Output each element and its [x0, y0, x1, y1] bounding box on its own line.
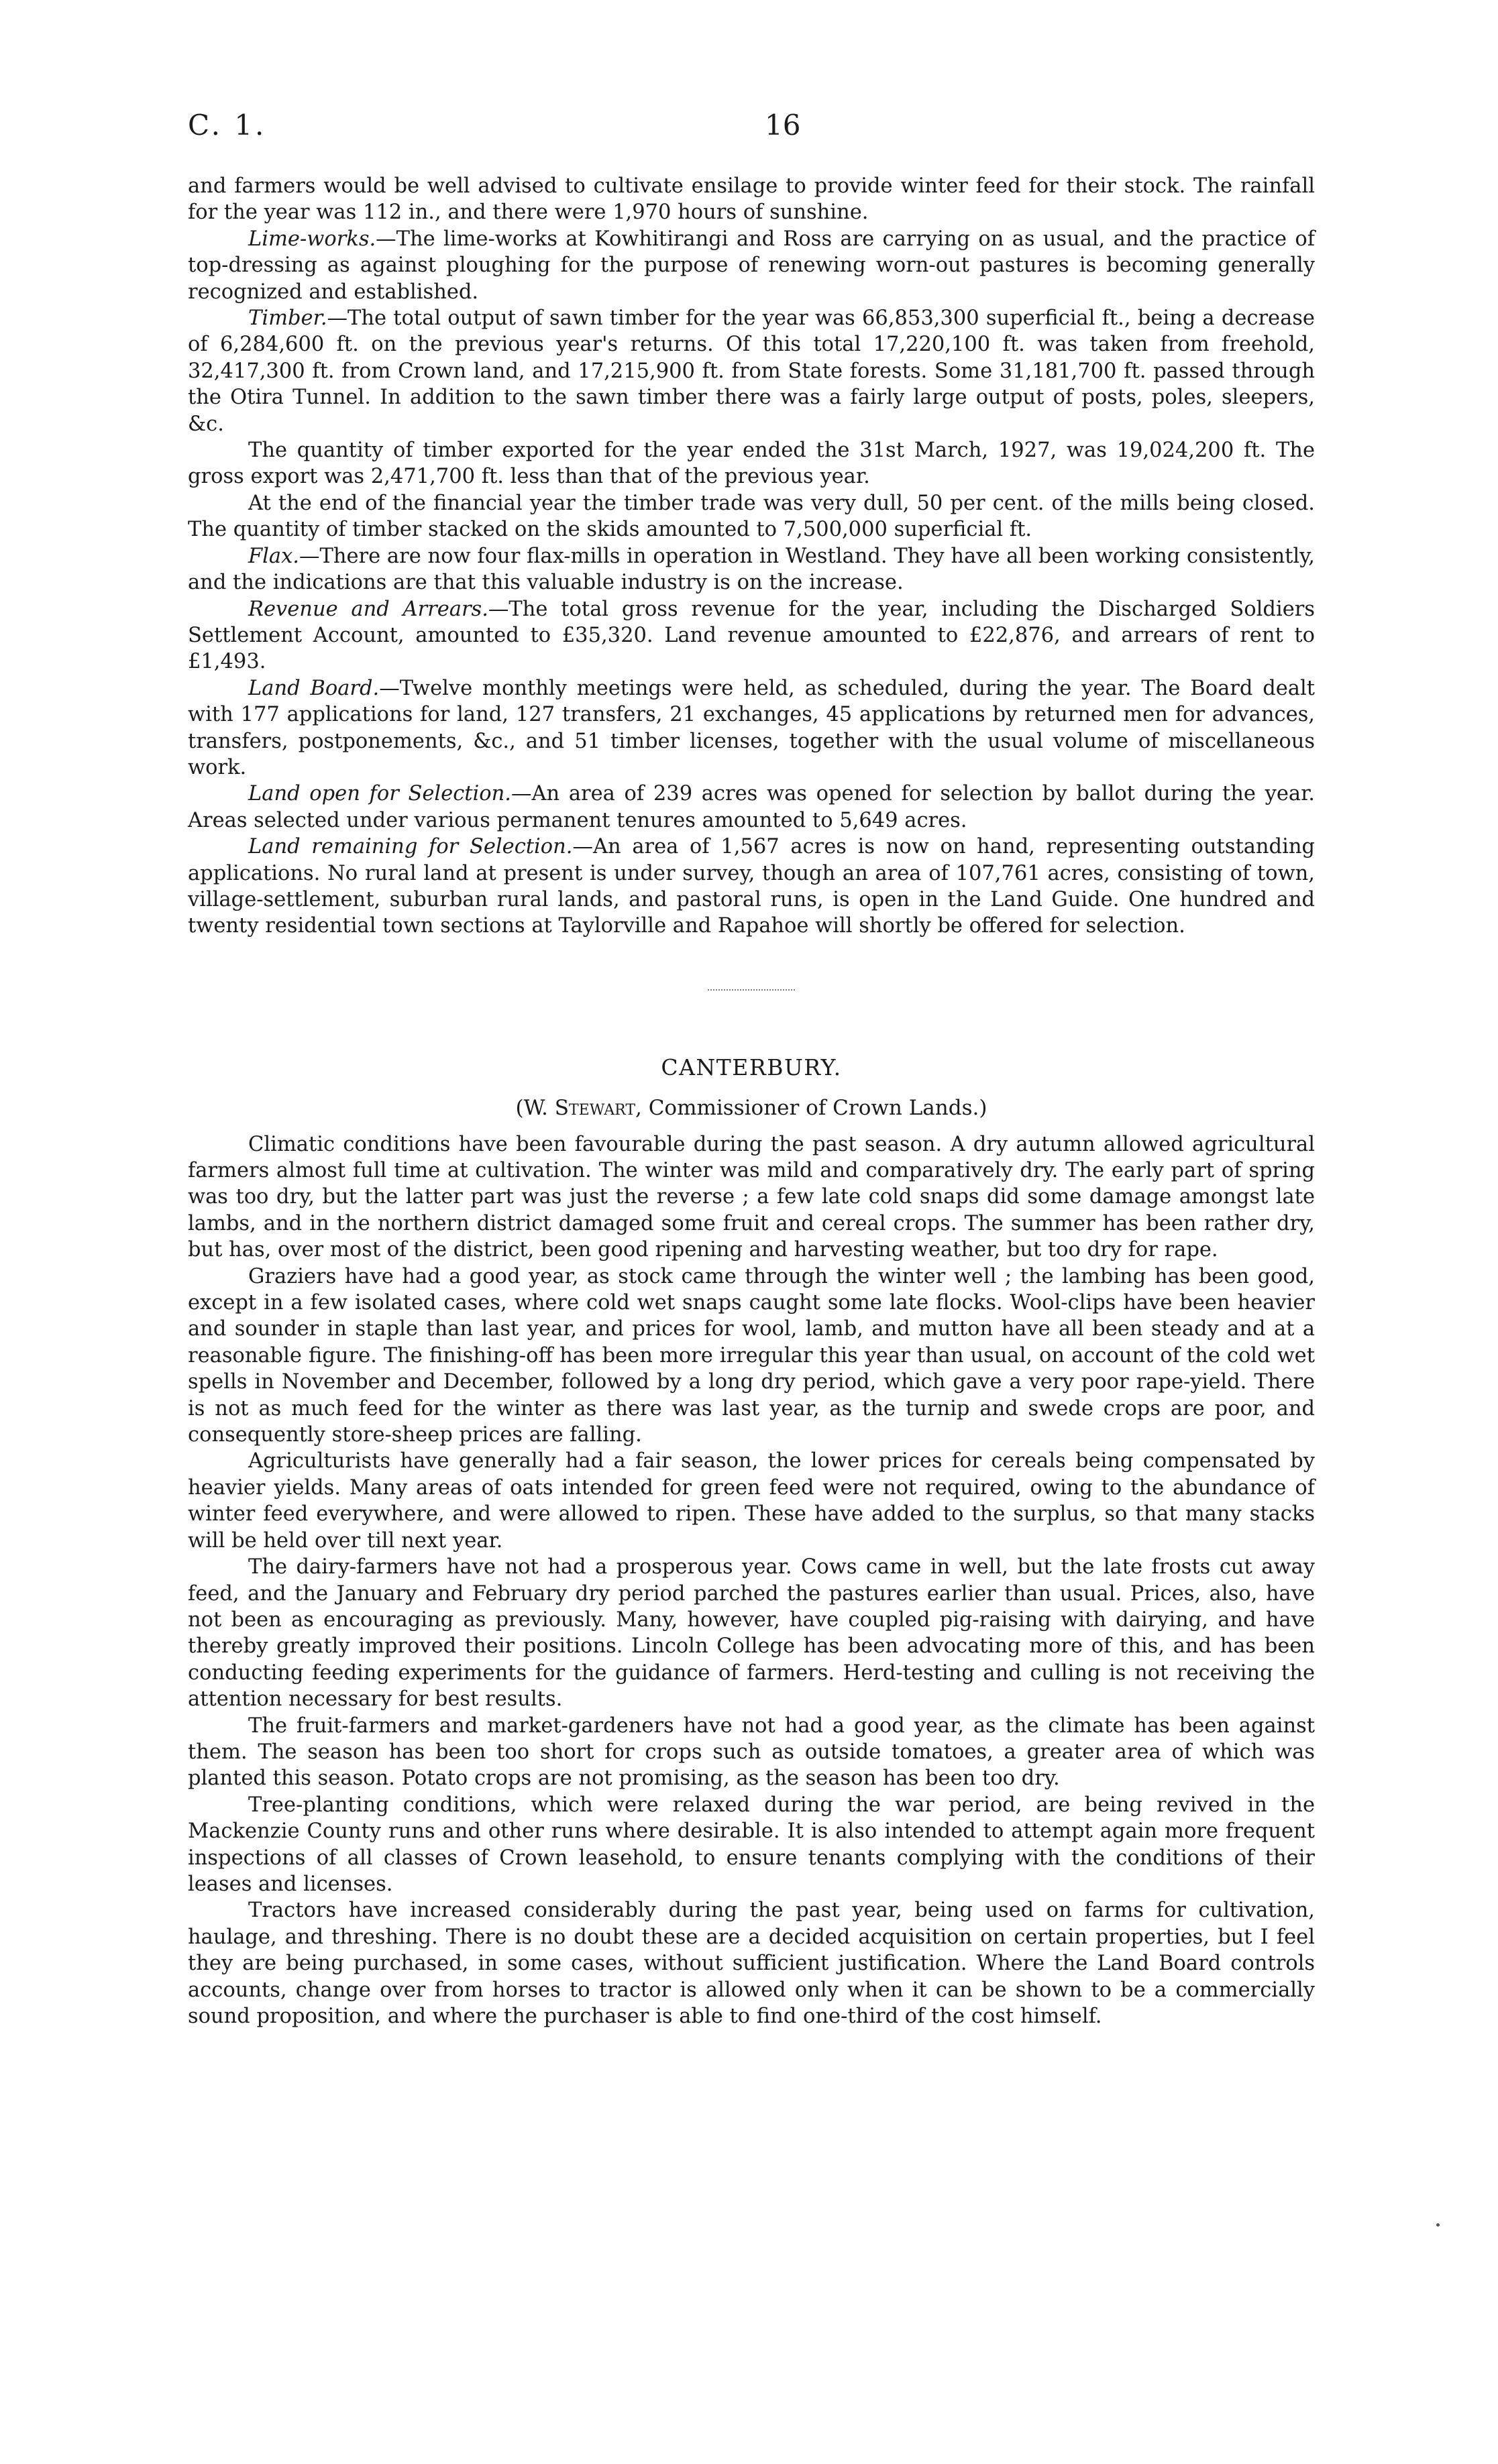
byline-rest: , Commissioner of Crown Lands.): [635, 1096, 987, 1121]
page-number: 16: [765, 109, 801, 142]
section-heading-canterbury: CANTERBURY.: [661, 1054, 842, 1080]
westland-opening-paragraph: and farmers would be well advised to cultivate ensilage to provide winter feed for their stock. The rainfall for the year was 112 in., and there were 1,970 hours of sunshine.: [188, 174, 1315, 225]
paragraph-text: —An area of 1,567 acres is now on hand, representing outstanding applications. No rural land at present is under survey, though an area of 107,761 acres, consisting of town, village-settlement, suburban rural lands, and pastoral runs, is open in the Land Guide. One hundred and twenty residential town sections at Taylorville and Rapahoe will shortly be offered for selection.: [188, 835, 1315, 938]
paragraph-text: —There are now four flax-mills in operation in Westland. They have all been working consistently, and the indications are that this valuable industry is on the increase.: [188, 544, 1315, 595]
paragraph-land-open: [188, 781, 1315, 834]
byline-open: (W.: [515, 1096, 555, 1121]
paragraph-timber-trade: [188, 490, 1315, 543]
paragraph-lead: Land remaining for Selection.: [248, 835, 573, 859]
paragraph-flax: [188, 543, 1315, 596]
paragraph-dairy-farmers: The dairy-farmers have not had a prosperous year. Cows came in well, but the late frosts cut away feed, and the January and February dry period parched the pastures earlier than usual. Prices, also, have not been as encouraging as previously. Many, however, have coupled pig-raising with dairying, and have thereby greatly improved their positions. Lincoln College has been advocating more of this, and has been conducting feeding experiments for the guidance of farmers. Herd-testing and culling is not receiving the attention necessary for best results.: [188, 1555, 1315, 1712]
paragraph-text: —Twelve monthly meetings were held, as scheduled, during the year. The Board dealt with 177 applications for land, 127 transfers, 21 exchanges, 45 applications by returned men for advances, transfers, postponements, &c., and 51 timber licenses, together with the usual volume of miscellaneous work.: [188, 676, 1315, 779]
paragraph-agriculturists: Agriculturists have generally had a fair season, the lower prices for cereals being compensated by heavier yields. Many areas of oats intended for green feed were not required, owing to the abundance of winter feed everywhere, and were allowed to ripen. These have added to the surplus, so that many stacks will be held over till next year.: [188, 1449, 1315, 1553]
paragraph-graziers: Graziers have had a good year, as stock came through the winter well ; the lambing has been good, except in a few isolated cases, where cold wet snaps caught some late flocks. Wool-clips have been heavier and sounder in staple than last year, and prices for wool, lamb, and mutton have all been steady and at a reasonable figure. The finishing-off has been more irregular this year than usual, on account of the cold wet spells in November and December, followed by a long dry period, which gave a very poor rape-yield. There is not as much feed for the winter as there was last year, as the turnip and swede crops are poor, and consequently store-sheep prices are falling.: [188, 1264, 1315, 1447]
paragraph-text: The quantity of timber exported for the year ended the 31st March, 1927, was 19,024,200 ft. The gross export was 2,471,700 ft. less than that of the previous year.: [188, 439, 1315, 489]
paragraph-fruit-farmers: The fruit-farmers and market-gardeners have not had a good year, as the climate has been against them. The season has been too short for crops such as outside tomatoes, a greater area of which was planted this season. Potato crops are not promising, as the season has been too dry.: [188, 1714, 1315, 1791]
paragraph-text: —The lime-works at Kowhitirangi and Ross are carrying on as usual, and the practice of top-dressing as against ploughing for the purpose of renewing worn-out pastures is becoming generally recognized and established.: [188, 227, 1315, 304]
paragraph-tree-planting: Tree-planting conditions, which were relaxed during the war period, are being revived in the Mackenzie County runs and other runs where desirable. It is also intended to attempt again more frequent inspections of all classes of Crown leasehold, to ensure tenants complying with the conditions of their leases and licenses.: [188, 1793, 1315, 1896]
paragraph-tractors: Tractors have increased considerably during the past year, being used on farms for cultivation, haulage, and threshing. There is no doubt these are a decided acquisition on certain properties, but I feel they are being purchased, in some cases, without sufficient justification. Where the Land Board controls accounts, change over from horses to tractor is allowed only when it can be shown to be a commercially sound proposition, and where the purchaser is able to find one-third of the cost himself.: [188, 1899, 1315, 2028]
paragraph-lead: Revenue and Arrears.: [248, 597, 488, 621]
section-divider: [708, 989, 795, 991]
paragraph-climatic-conditions: Climatic conditions have been favourable during the past season. A dry autumn allowed agricultural farmers almost full time at cultivation. The winter was mild and comparatively dry. The early part of spring was too dry, but the latter part was just the reverse ; a few late cold snaps did some damage amongst late lambs, and in the northern district damaged some fruit and cereal crops. The summer has been rather dry, but has, over most of the district, been good ripening and harvesting weather, but too dry for rape.: [188, 1132, 1315, 1262]
paragraph-lead: Land Board.: [248, 676, 380, 700]
commissioner-name: Stewart: [554, 1096, 635, 1121]
paragraph-lead: Lime-works.: [248, 227, 376, 251]
paragraph-text: At the end of the financial year the timber trade was very dull, 50 per cent. of the mills being closed. The quantity of timber stacked on the skids amounted to 7,500,000 superficial ft.: [188, 491, 1315, 542]
paragraph-lead: Flax.: [248, 544, 299, 568]
paragraph-lead: Timber.: [248, 306, 327, 331]
paragraph-text: —The total gross revenue for the year, including the Discharged Soldiers Settlement Account, amounted to £35,320. Land revenue amounted to £22,876, and arrears of rent to £1,493.: [188, 597, 1315, 674]
paragraph-text: —The total output of sawn timber for the year was 66,853,300 superficial ft., being a decrease of 6,284,600 ft. on the previous year's returns. Of this total 17,220,100 ft. was taken from freehold, 32,417,300 ft. from Crown land, and 17,215,900 ft. from State forests. Some 31,181,700 ft. passed through the Otira Tunnel. In addition to the sawn timber there was a fairly large output of posts, poles, sleepers, &c.: [188, 306, 1315, 436]
page-body: [188, 173, 1315, 2029]
paragraph-land-board: [188, 675, 1315, 781]
paragraph-lead: Land open for Selection.: [248, 782, 512, 806]
paragraph-text: —An area of 239 acres was opened for selection by ballot during the year. Areas selected under various permanent tenures amounted to 5,649 acres.: [188, 782, 1315, 832]
paragraph-revenue-arrears: [188, 596, 1315, 675]
paragraph-land-remaining: [188, 834, 1315, 940]
scan-speck: [1436, 2223, 1440, 2227]
document-code: C. 1.: [188, 109, 267, 142]
paragraph-lime-works: [188, 226, 1315, 305]
paragraph-timber-export: [188, 437, 1315, 490]
paragraph-timber: [188, 305, 1315, 437]
section-byline: [188, 1095, 1315, 1121]
